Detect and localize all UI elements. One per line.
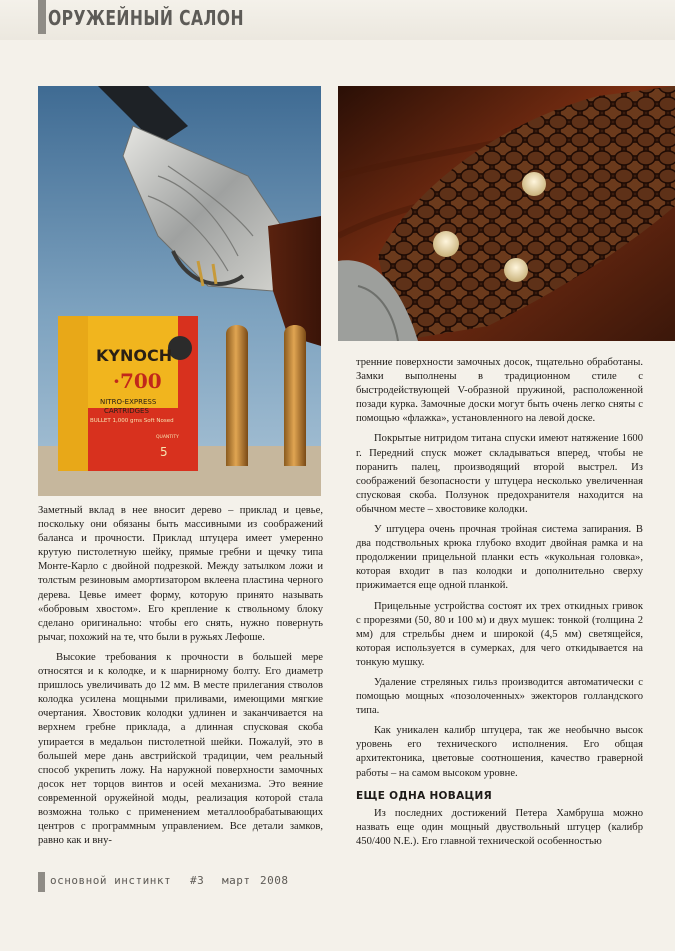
page-footer — [38, 871, 288, 893]
box-caliber: ·700 — [113, 369, 162, 393]
box-quantity-label: QUANTITY — [156, 435, 179, 440]
right-paragraph-6: Как уникален калибр штуцера, так же необычно высок уровень его технического исполнения. Его общая архитектоника, цветовые соотношения, качество граверной работы – на самом высоком уровне. — [356, 725, 643, 779]
left-paragraph-2: Высокие требования к прочности в большей мере относятся и к колодке, и к шарнирному болту. Его диаметр пришлось увеличивать до 12 мм. В месте прилегания стволов колодка усилена мощными приливами, имеющими мягкие очертания. Хвостовик колодки удлинен и заканчивается на верхнем гребне приклада, а длинная спусковая скоба упирается в медальон пистолетной шейки. Пожалуй, это в большей мере дань австрийской традиции, чем реальный способ укрепить ложу. На наружной поверхности замочных досок нет торцов винтов и осей механизма. Это веяние современной оружейной моды, реализация которой стала возможна только с применением металлообрабатывающих центров с программным управлением. Все детали замков, равно как и вну- — [38, 651, 323, 847]
page-header — [0, 0, 675, 40]
kynoch-box — [58, 316, 198, 471]
right-text-column — [356, 356, 643, 855]
box-quantity: 5 — [160, 445, 168, 459]
photo-engraved-rifle-with-ammo — [38, 86, 321, 496]
right-paragraph-7: Из последних достижений Петера Хамбруша можно назвать еще один мощный двуствольный штуцер (калибр 450/400 N.E.). Его главной технической особенностью — [356, 807, 643, 847]
box-line2: CARTRIDGES — [104, 407, 149, 415]
left-paragraph-1: Заметный вклад в нее вносит дерево – приклад и цевье, поскольку они обязаны быть массивными из соображений баланса и прочности. Приклад штуцера имеет умеренно крутую пистолетную шейку, прямые гребни и щечку типа Монте-Карло с двойной подрезкой. Между затылком ложи и толстым резиновым амортизатором вклеена пластина черного дерева. Цевье имеет форму, которую принято называть «бобровым хвостом». Его крепление к ствольному блоку сделано оригинально: чтобы его снять, нужно повернуть рычаг, похожий на те, что были в ружьях Лефоше. — [38, 505, 323, 643]
box-line1: NITRO-EXPRESS — [100, 398, 157, 406]
footer-year: 2008 — [260, 874, 289, 887]
stock-photo-illustration — [338, 86, 675, 341]
right-paragraph-4: Прицельные устройства состоят их трех откидных гривок с прорезями (50, 80 и 100 м) и двух мушек: тонкой (толщина 2 мм) для стрельбы днем и широкой (4,5 мм) светящейся, которая используется в сумерках, для чего откидывается на тонкую мушку. — [356, 600, 643, 668]
header-tab-marker — [38, 0, 46, 34]
right-paragraph-1: тренние поверхности замочных досок, тщательно обработаны. Замки выполнены в традиционном стиле с быстродействующей V-образной пружиной, расположенной позади курка. Замочные доски могут быть очень легко сняты с помощью «флажка», установленного на левой доске. — [356, 357, 643, 425]
right-paragraph-2: Покрытые нитридом титана спуски имеют натяжение 1600 г. Передний спуск может складываться вперед, чтобы не поранить палец, производящий второй выстрел. Из соображений безопасности у штуцера несколько увеличенная спусковая скоба. Ползунок предохранителя находится на обычном месте – хвостовике колодки. — [356, 433, 643, 515]
right-paragraph-3: У штуцера очень прочная тройная система запирания. В два подствольных крюка глубоко входит двойная рамка и на продолжении прицельной планки есть «кукольная головка», которая входит в паз колодки и дополнительно сверху прижимается еще одной планкой. — [356, 524, 643, 592]
photo-carved-stock-closeup — [338, 86, 675, 341]
box-bullet: BULLET 1,000 grns Soft Nosed — [90, 418, 174, 424]
footer-tab-marker — [38, 872, 45, 892]
footer-issue: #3 — [190, 874, 205, 887]
footer-month: март — [222, 874, 251, 887]
right-paragraph-5: Удаление стреляных гильз производится автоматически с помощью мощных «позолоченных» эжекторов голландского типа. — [356, 676, 643, 717]
section-subheading: ЕЩЕ ОДНА НОВАЦИЯ — [356, 789, 493, 802]
box-brand: KYNOCH — [96, 346, 173, 365]
section-title: ОРУЖЕЙНЫЙ САЛОН — [48, 6, 244, 30]
left-text-column — [38, 504, 323, 854]
footer-magazine-name: основной инстинкт — [50, 874, 172, 887]
rifle-photo-illustration — [38, 86, 321, 496]
